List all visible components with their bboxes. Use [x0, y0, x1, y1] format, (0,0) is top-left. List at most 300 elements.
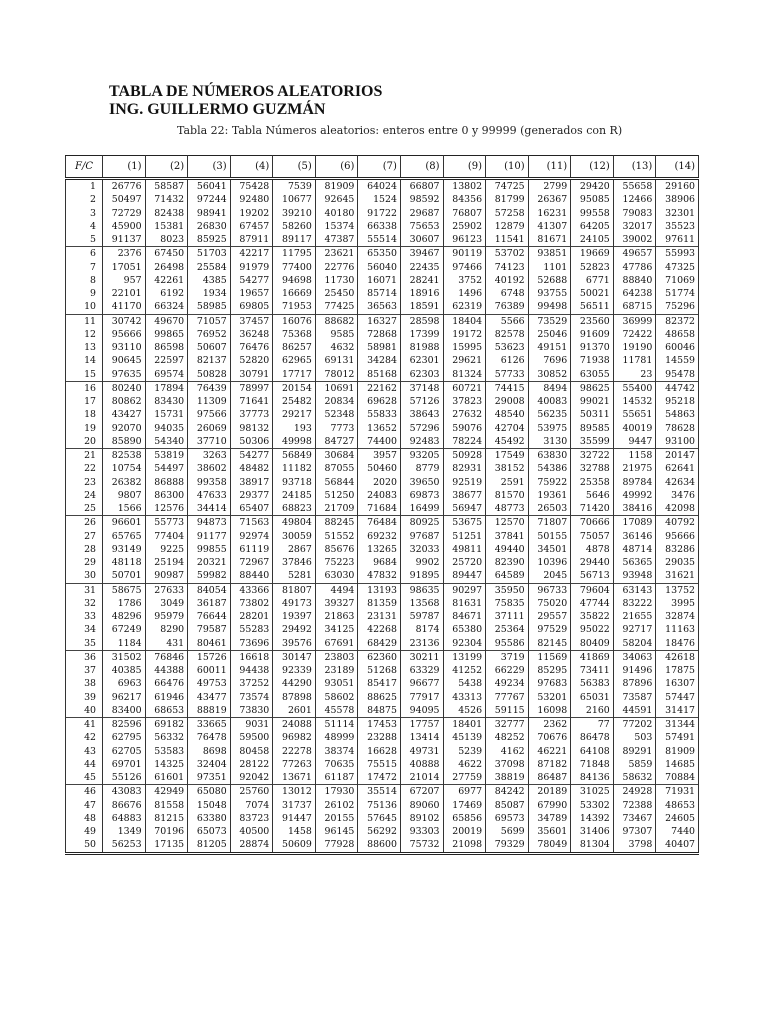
- table-cell: 17875: [656, 664, 699, 677]
- table-cell: 38819: [486, 771, 529, 785]
- table-cell: 47387: [315, 233, 358, 247]
- row-number: 36: [66, 650, 103, 664]
- table-cell: 38416: [613, 502, 656, 516]
- table-cell: 56365: [613, 556, 656, 569]
- table-cell: 85890: [103, 435, 146, 449]
- table-cell: 71432: [145, 193, 188, 206]
- table-cell: 92483: [400, 435, 443, 449]
- table-row: [66, 597, 699, 610]
- table-cell: 25046: [528, 328, 571, 341]
- table-cell: 3719: [486, 650, 529, 664]
- table-cell: 75368: [273, 328, 316, 341]
- table-cell: 38917: [230, 476, 273, 489]
- table-row: [66, 179, 699, 194]
- table-cell: 86257: [273, 341, 316, 354]
- table-row: [66, 812, 699, 825]
- table-cell: 65407: [230, 502, 273, 516]
- table-cell: 50607: [188, 341, 231, 354]
- table-cell: 17930: [315, 785, 358, 799]
- table-cell: 67249: [103, 623, 146, 636]
- table-cell: 6748: [486, 287, 529, 300]
- table-cell: 95979: [145, 610, 188, 623]
- table-cell: 2045: [528, 569, 571, 583]
- table-cell: 4632: [315, 341, 358, 354]
- table-cell: 77400: [273, 261, 316, 274]
- table-cell: 34284: [358, 354, 401, 367]
- table-cell: 97611: [656, 233, 699, 247]
- table-cell: 23131: [358, 610, 401, 623]
- table-cell: 87911: [230, 233, 273, 247]
- table-cell: 23621: [315, 247, 358, 261]
- table-cell: 37457: [230, 314, 273, 328]
- table-cell: 22101: [103, 287, 146, 300]
- row-number: 25: [66, 502, 103, 516]
- table-cell: 54863: [656, 408, 699, 421]
- table-cell: 37111: [486, 610, 529, 623]
- table-cell: 69805: [230, 300, 273, 314]
- table-cell: 193: [273, 422, 316, 435]
- table-cell: 76478: [188, 731, 231, 744]
- row-number: 7: [66, 261, 103, 274]
- header-col-12: (12): [571, 156, 614, 179]
- table-cell: 63143: [613, 583, 656, 597]
- table-cell: 86300: [145, 489, 188, 502]
- table-cell: 37846: [273, 556, 316, 569]
- table-cell: 39467: [400, 247, 443, 261]
- table-cell: 50460: [358, 462, 401, 475]
- table-cell: 55400: [613, 381, 656, 395]
- header-col-14: (14): [656, 156, 699, 179]
- table-cell: 6977: [443, 785, 486, 799]
- table-cell: 97687: [400, 530, 443, 543]
- table-cell: 88440: [230, 569, 273, 583]
- table-cell: 58204: [613, 637, 656, 651]
- table-cell: 99021: [571, 395, 614, 408]
- table-cell: 71848: [571, 758, 614, 771]
- table-cell: 64883: [103, 812, 146, 825]
- table-cell: 64589: [486, 569, 529, 583]
- row-number: 21: [66, 449, 103, 463]
- table-cell: 39210: [273, 207, 316, 220]
- row-number: 41: [66, 718, 103, 732]
- table-cell: 65073: [188, 825, 231, 838]
- table-cell: 53623: [486, 341, 529, 354]
- table-cell: 72967: [230, 556, 273, 569]
- table-cell: 56713: [571, 569, 614, 583]
- table-cell: 81909: [315, 179, 358, 194]
- table-cell: 59982: [188, 569, 231, 583]
- table-cell: 97635: [103, 368, 146, 382]
- table-cell: 75732: [400, 838, 443, 853]
- table-cell: 84875: [358, 704, 401, 718]
- table-row: [66, 583, 699, 597]
- table-cell: 65856: [443, 812, 486, 825]
- table-cell: 71069: [656, 274, 699, 287]
- table-cell: 7539: [273, 179, 316, 194]
- table-cell: 35601: [528, 825, 571, 838]
- table-cell: 7696: [528, 354, 571, 367]
- table-cell: 57296: [400, 422, 443, 435]
- table-cell: 35514: [358, 785, 401, 799]
- table-cell: 66324: [145, 300, 188, 314]
- row-number: 3: [66, 207, 103, 220]
- table-cell: 52823: [571, 261, 614, 274]
- table-cell: 40180: [315, 207, 358, 220]
- table-cell: 60011: [188, 664, 231, 677]
- table-cell: 26069: [188, 422, 231, 435]
- table-cell: 42704: [486, 422, 529, 435]
- table-cell: 5699: [486, 825, 529, 838]
- table-cell: 48658: [656, 328, 699, 341]
- table-cell: 49151: [528, 341, 571, 354]
- table-cell: 79587: [188, 623, 231, 636]
- table-cell: 77202: [613, 718, 656, 732]
- table-cell: 24105: [571, 233, 614, 247]
- table-cell: 71420: [571, 502, 614, 516]
- table-cell: 40888: [400, 758, 443, 771]
- table-cell: 40407: [656, 838, 699, 853]
- table-cell: 2362: [528, 718, 571, 732]
- table-cell: 24928: [613, 785, 656, 799]
- table-cell: 82372: [656, 314, 699, 328]
- table-cell: 13652: [358, 422, 401, 435]
- table-cell: 56235: [528, 408, 571, 421]
- table-cell: 59115: [486, 704, 529, 718]
- table-cell: 84727: [315, 435, 358, 449]
- table-cell: 99865: [145, 328, 188, 341]
- table-cell: 48482: [230, 462, 273, 475]
- table-cell: 73467: [613, 812, 656, 825]
- table-cell: 79604: [571, 583, 614, 597]
- table-cell: 1158: [613, 449, 656, 463]
- table-cell: 81324: [443, 368, 486, 382]
- table-cell: 96123: [443, 233, 486, 247]
- table-cell: 48773: [486, 502, 529, 516]
- table-cell: 51114: [315, 718, 358, 732]
- table-cell: 16669: [273, 287, 316, 300]
- table-cell: 21709: [315, 502, 358, 516]
- row-number: 6: [66, 247, 103, 261]
- table-cell: 90297: [443, 583, 486, 597]
- table-cell: 56947: [443, 502, 486, 516]
- table-cell: 19397: [273, 610, 316, 623]
- table-cell: 52820: [230, 354, 273, 367]
- header-col-5: (5): [273, 156, 316, 179]
- table-cell: 56844: [315, 476, 358, 489]
- table-cell: 54497: [145, 462, 188, 475]
- row-number: 50: [66, 838, 103, 853]
- table-cell: 53975: [528, 422, 571, 435]
- table-cell: 70676: [528, 731, 571, 744]
- table-cell: 16071: [358, 274, 401, 287]
- row-number: 14: [66, 354, 103, 367]
- table-cell: 81807: [273, 583, 316, 597]
- table-cell: 61946: [145, 691, 188, 704]
- table-cell: 24605: [656, 812, 699, 825]
- table-cell: 89117: [273, 233, 316, 247]
- table-cell: 58632: [613, 771, 656, 785]
- row-number: 13: [66, 341, 103, 354]
- table-cell: 29621: [443, 354, 486, 367]
- table-cell: 21655: [613, 610, 656, 623]
- table-row: [66, 718, 699, 732]
- table-row: [66, 395, 699, 408]
- table-row: [66, 435, 699, 449]
- table-cell: 45900: [103, 220, 146, 233]
- table-cell: 18404: [443, 314, 486, 328]
- table-cell: 63380: [188, 812, 231, 825]
- table-cell: 95478: [656, 368, 699, 382]
- row-number: 22: [66, 462, 103, 475]
- table-cell: 56383: [571, 677, 614, 690]
- table-row: [66, 449, 699, 463]
- table-cell: 55833: [358, 408, 401, 421]
- table-cell: 90987: [145, 569, 188, 583]
- table-cell: 12576: [145, 502, 188, 516]
- table-cell: 97244: [188, 193, 231, 206]
- table-cell: 78997: [230, 381, 273, 395]
- table-cell: 88819: [188, 704, 231, 718]
- table-cell: 16098: [528, 704, 571, 718]
- table-cell: 56511: [571, 300, 614, 314]
- table-cell: 11795: [273, 247, 316, 261]
- table-cell: 16307: [656, 677, 699, 690]
- table-cell: 77917: [400, 691, 443, 704]
- table-header-row: [66, 156, 699, 179]
- table-row: [66, 610, 699, 623]
- table-cell: 29160: [656, 179, 699, 194]
- table-cell: 37252: [230, 677, 273, 690]
- table-cell: 91979: [230, 261, 273, 274]
- row-number: 48: [66, 812, 103, 825]
- table-cell: 34414: [188, 502, 231, 516]
- table-cell: 81799: [486, 193, 529, 206]
- table-row: [66, 489, 699, 502]
- table-cell: 65350: [358, 247, 401, 261]
- table-cell: 3049: [145, 597, 188, 610]
- table-cell: 6126: [486, 354, 529, 367]
- table-cell: 84242: [486, 785, 529, 799]
- table-cell: 89447: [443, 569, 486, 583]
- table-cell: 62965: [273, 354, 316, 367]
- table-cell: 13568: [400, 597, 443, 610]
- table-cell: 1566: [103, 502, 146, 516]
- table-cell: 12466: [613, 193, 656, 206]
- table-cell: 41252: [443, 664, 486, 677]
- table-cell: 28241: [400, 274, 443, 287]
- table-cell: 1524: [358, 193, 401, 206]
- table-cell: 49234: [486, 677, 529, 690]
- table-cell: 15731: [145, 408, 188, 421]
- table-cell: 41170: [103, 300, 146, 314]
- table-cell: 78628: [656, 422, 699, 435]
- table-cell: 31502: [103, 650, 146, 664]
- table-cell: 15374: [315, 220, 358, 233]
- table-cell: 20154: [273, 381, 316, 395]
- table-cell: 75057: [571, 530, 614, 543]
- table-cell: 35950: [486, 583, 529, 597]
- table-cell: 63030: [315, 569, 358, 583]
- table-cell: 14392: [571, 812, 614, 825]
- table-cell: 53819: [145, 449, 188, 463]
- table-cell: 51250: [315, 489, 358, 502]
- table-cell: 83286: [656, 543, 699, 556]
- table-cell: 98625: [571, 381, 614, 395]
- table-row: [66, 476, 699, 489]
- row-number: 2: [66, 193, 103, 206]
- table-cell: 91895: [400, 569, 443, 583]
- table-cell: 40500: [230, 825, 273, 838]
- table-cell: 89102: [400, 812, 443, 825]
- table-cell: 64024: [358, 179, 401, 194]
- table-cell: 66807: [400, 179, 443, 194]
- table-cell: 18591: [400, 300, 443, 314]
- table-cell: 98592: [400, 193, 443, 206]
- table-cell: 42634: [656, 476, 699, 489]
- table-cell: 68653: [145, 704, 188, 718]
- table-cell: 13012: [273, 785, 316, 799]
- table-cell: 10677: [273, 193, 316, 206]
- table-cell: 85087: [486, 799, 529, 812]
- table-cell: 82538: [103, 449, 146, 463]
- table-cell: 17894: [145, 381, 188, 395]
- table-cell: 77263: [273, 758, 316, 771]
- table-cell: 1786: [103, 597, 146, 610]
- table-cell: 44388: [145, 664, 188, 677]
- table-cell: 68715: [613, 300, 656, 314]
- table-cell: 7440: [656, 825, 699, 838]
- table-cell: 32301: [656, 207, 699, 220]
- row-number: 9: [66, 287, 103, 300]
- table-cell: 3476: [656, 489, 699, 502]
- table-cell: 23288: [358, 731, 401, 744]
- table-cell: 92070: [103, 422, 146, 435]
- table-cell: 30607: [400, 233, 443, 247]
- table-cell: 49731: [400, 745, 443, 758]
- table-cell: 49670: [145, 314, 188, 328]
- table-cell: 94035: [145, 422, 188, 435]
- table-cell: 13265: [358, 543, 401, 556]
- table-cell: 71807: [528, 516, 571, 530]
- table-cell: 23189: [315, 664, 358, 677]
- table-cell: 63830: [528, 449, 571, 463]
- table-cell: 4878: [571, 543, 614, 556]
- table-cell: 48999: [315, 731, 358, 744]
- table-cell: 96677: [400, 677, 443, 690]
- table-cell: 99855: [188, 543, 231, 556]
- table-cell: 82578: [486, 328, 529, 341]
- table-cell: 77404: [145, 530, 188, 543]
- table-cell: 72729: [103, 207, 146, 220]
- table-cell: 56040: [358, 261, 401, 274]
- table-cell: 97566: [188, 408, 231, 421]
- table-cell: 58985: [188, 300, 231, 314]
- table-cell: 81671: [528, 233, 571, 247]
- table-cell: 2020: [358, 476, 401, 489]
- table-cell: 93718: [273, 476, 316, 489]
- table-cell: 34063: [613, 650, 656, 664]
- table-cell: 6963: [103, 677, 146, 690]
- table-row: [66, 556, 699, 569]
- table-row: [66, 758, 699, 771]
- table-cell: 93851: [528, 247, 571, 261]
- table-cell: 67207: [400, 785, 443, 799]
- table-row: [66, 785, 699, 799]
- row-number: 37: [66, 664, 103, 677]
- table-cell: 22776: [315, 261, 358, 274]
- table-cell: 19172: [443, 328, 486, 341]
- table-cell: 76389: [486, 300, 529, 314]
- table-cell: 90119: [443, 247, 486, 261]
- table-cell: 92645: [315, 193, 358, 206]
- table-cell: 73802: [230, 597, 273, 610]
- table-cell: 92717: [613, 623, 656, 636]
- table-cell: 30147: [273, 650, 316, 664]
- table-cell: 5566: [486, 314, 529, 328]
- table-cell: 46221: [528, 745, 571, 758]
- table-cell: 30791: [230, 368, 273, 382]
- table-cell: 67691: [315, 637, 358, 651]
- table-cell: 50828: [188, 368, 231, 382]
- table-cell: 58587: [145, 179, 188, 194]
- table-cell: 40083: [528, 395, 571, 408]
- table-cell: 36187: [188, 597, 231, 610]
- table-cell: 62319: [443, 300, 486, 314]
- table-cell: 50021: [571, 287, 614, 300]
- table-cell: 53675: [443, 516, 486, 530]
- table-cell: 19657: [230, 287, 273, 300]
- table-caption: Tabla 22: Tabla Números aleatorios: enteros entre 0 y 99999 (generados con R): [177, 124, 623, 137]
- table-cell: 16499: [400, 502, 443, 516]
- table-cell: 23: [613, 368, 656, 382]
- table-cell: 24185: [273, 489, 316, 502]
- table-cell: 36146: [613, 530, 656, 543]
- row-number: 43: [66, 745, 103, 758]
- table-cell: 54277: [230, 449, 273, 463]
- table-cell: 9807: [103, 489, 146, 502]
- table-cell: 91722: [358, 207, 401, 220]
- table-cell: 71563: [230, 516, 273, 530]
- table-cell: 88625: [358, 691, 401, 704]
- table-cell: 2867: [273, 543, 316, 556]
- table-cell: 97307: [613, 825, 656, 838]
- table-cell: 38374: [315, 745, 358, 758]
- table-cell: 75653: [400, 220, 443, 233]
- table-cell: 39002: [613, 233, 656, 247]
- table-cell: 32404: [188, 758, 231, 771]
- table-cell: 76484: [358, 516, 401, 530]
- table-cell: 15048: [188, 799, 231, 812]
- table-cell: 49992: [613, 489, 656, 502]
- table-cell: 47744: [571, 597, 614, 610]
- table-cell: 49440: [486, 543, 529, 556]
- table-cell: 73529: [528, 314, 571, 328]
- table-row: [66, 650, 699, 664]
- table-cell: 17549: [486, 449, 529, 463]
- table-cell: 17453: [358, 718, 401, 732]
- table-cell: 67457: [230, 220, 273, 233]
- table-cell: 4162: [486, 745, 529, 758]
- table-cell: 81631: [443, 597, 486, 610]
- row-number: 31: [66, 583, 103, 597]
- table-cell: 18476: [656, 637, 699, 651]
- table-cell: 16327: [358, 314, 401, 328]
- table-cell: 45578: [315, 704, 358, 718]
- table-cell: 86478: [571, 731, 614, 744]
- table-cell: 81558: [145, 799, 188, 812]
- table-cell: 34125: [315, 623, 358, 636]
- row-number: 47: [66, 799, 103, 812]
